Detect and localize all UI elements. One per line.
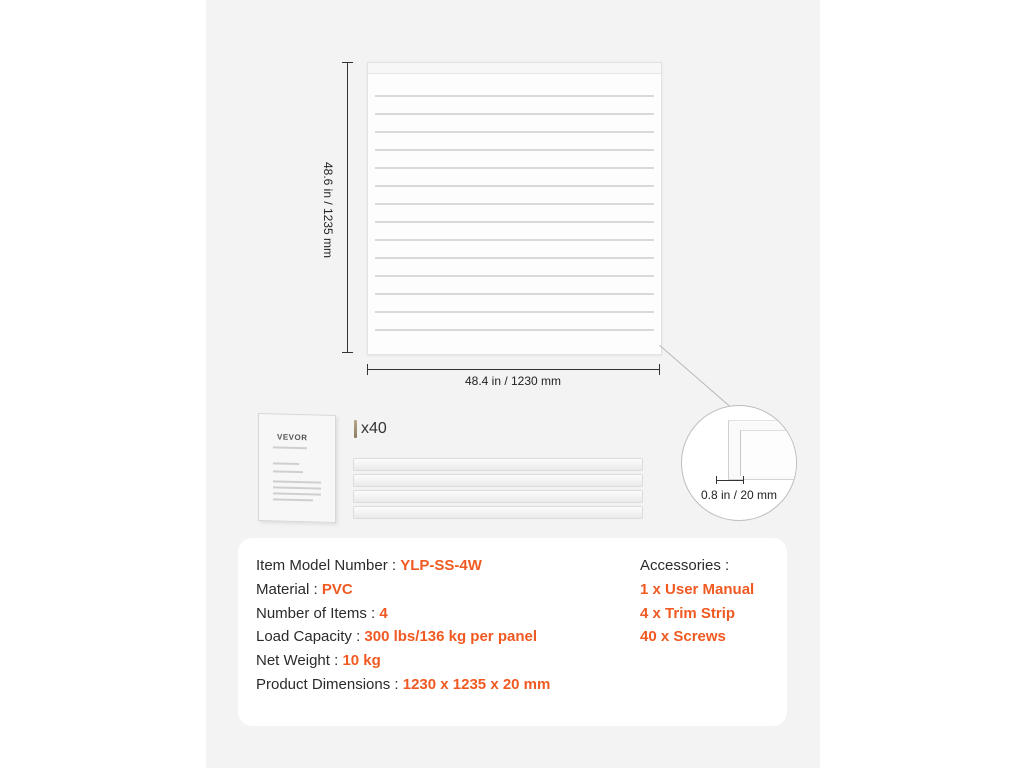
slatwall-panel-image: [367, 62, 662, 355]
slat-groove: [375, 329, 654, 331]
thickness-detail-circle: [681, 405, 797, 521]
spec-value: PVC: [321, 581, 353, 598]
width-dimension-cap: [659, 364, 660, 375]
thickness-dimension-label: 0.8 in / 20 mm: [700, 488, 778, 502]
thickness-dimension-line: [716, 480, 744, 481]
spec-row-model: [256, 557, 482, 574]
slat-groove: [375, 149, 654, 151]
manual-brand-logo: VEVOR: [277, 432, 308, 443]
spec-card: [238, 538, 787, 726]
accessories-title: Accessories :: [640, 557, 730, 574]
manual-text-line: [273, 446, 307, 449]
slat-groove: [375, 239, 654, 241]
slat-groove: [375, 95, 654, 97]
spec-label: Material :: [256, 581, 322, 598]
height-dimension-cap: [342, 352, 353, 353]
spec-value: 4: [379, 605, 388, 622]
user-manual-image: [258, 413, 336, 523]
trim-strip-image: [353, 458, 643, 471]
panel-top-rail: [368, 63, 661, 74]
slat-groove: [375, 167, 654, 169]
slat-groove: [375, 185, 654, 187]
slat-groove: [375, 311, 654, 313]
manual-text-line: [273, 470, 303, 473]
width-dimension-cap: [367, 364, 368, 375]
slat-groove: [375, 113, 654, 115]
spec-row-load-capacity: [256, 628, 537, 645]
manual-text-line: [273, 492, 321, 495]
height-dimension-label: 48.6 in / 1235 mm: [321, 161, 335, 259]
slat-groove: [375, 293, 654, 295]
spec-label: Item Model Number :: [256, 557, 401, 574]
trim-strip-image: [353, 474, 643, 487]
accessory-item: 1 x User Manual: [640, 581, 755, 598]
spec-label: Number of Items :: [256, 605, 380, 622]
height-dimension-line: [347, 62, 348, 353]
spec-label: Load Capacity :: [256, 628, 365, 645]
spec-value: 300 lbs/136 kg per panel: [364, 628, 537, 645]
screw-count-label: x40: [361, 420, 387, 437]
spec-row-dimensions: [256, 676, 550, 693]
spec-label: Net Weight :: [256, 652, 343, 669]
spec-row-items: [256, 605, 388, 622]
slat-groove: [375, 275, 654, 277]
slat-groove: [375, 131, 654, 133]
height-dimension-cap: [342, 62, 353, 63]
manual-text-line: [273, 498, 313, 501]
manual-text-line: [273, 480, 321, 483]
spec-value: YLP-SS-4W: [400, 557, 482, 574]
accessory-item: 40 x Screws: [640, 628, 726, 645]
panel-edge-inner: [740, 430, 797, 476]
spec-label: Product Dimensions :: [256, 676, 403, 693]
manual-text-line: [273, 486, 321, 489]
spec-value: 10 kg: [342, 652, 381, 669]
spec-row-material: [256, 581, 353, 598]
slat-groove: [375, 221, 654, 223]
spec-row-net-weight: [256, 652, 381, 669]
accessory-item: 4 x Trim Strip: [640, 605, 736, 622]
slat-groove: [375, 257, 654, 259]
width-dimension-line: [367, 369, 660, 370]
width-dimension-label: 48.4 in / 1230 mm: [464, 374, 562, 388]
trim-strip-image: [353, 490, 643, 503]
manual-text-line: [273, 462, 299, 465]
slat-groove: [375, 203, 654, 205]
spec-value: 1230 x 1235 x 20 mm: [402, 676, 551, 693]
trim-strip-image: [353, 506, 643, 519]
screw-icon: [354, 420, 357, 438]
